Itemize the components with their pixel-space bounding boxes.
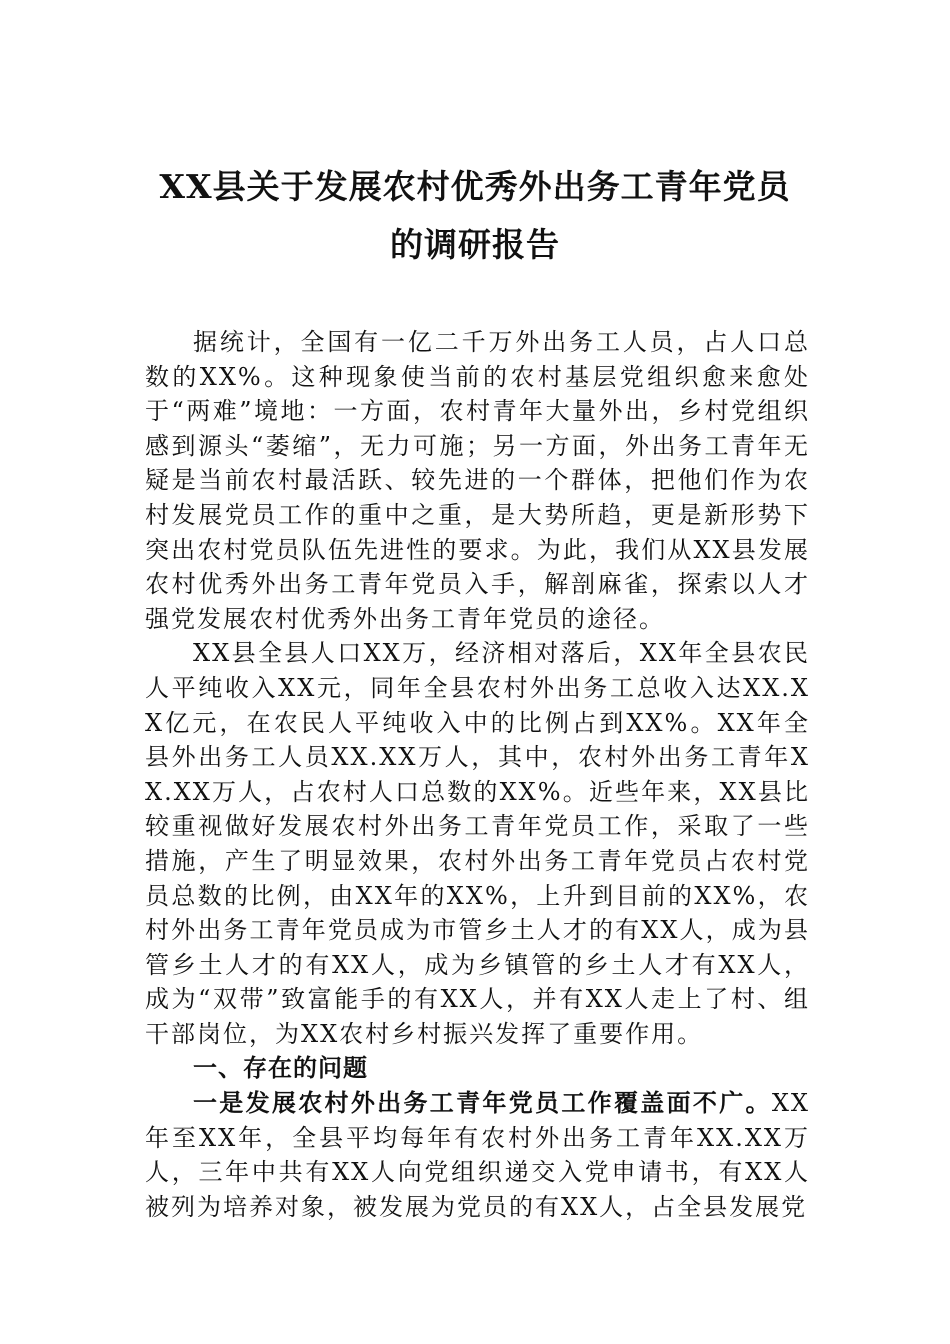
paragraph-body-text: XX年至XX年，全县平均每年有农村外出务工青年XX.XX万人，三年中共有XX人向党组织递交入党申请书，有XX人被列为培养对象，被发展为党员的有XX人，占全县发展党 xyxy=(145,1089,810,1221)
paragraph-lead-sentence: 一是发展农村外出务工青年党员工作覆盖面不广。 xyxy=(193,1088,772,1118)
paragraph-county-overview: XX县全县人口XX万，经济相对落后，XX年全县农民人平纯收入XX元，同年全县农村外出务工总收入达XX.XX亿元，在农民人平纯收入中的比例占到XX%。XX年全县外出务工人员XX.XX万人，其中，农村外出务工青年XX.XX万人，占农村人口总数的XX%。近些年来，XX县比较重视做好发展农村外出务工青年党员工作，采取了一些措施，产生了明显效果，农村外出务工青年党员占农村党员总数的比例，由XX年的XX%，上升到目前的XX%，农村外出务工青年党员成为市管乡土人才的有XX人，成为县管乡土人才的有XX人，成为乡镇管的乡土人才有XX人，成为“双带”致富能手的有XX人，并有XX人走上了村、组干部岗位，为XX农村乡村振兴发挥了重要作用。 xyxy=(145,639,810,1048)
document-title-line-2: 的调研报告 xyxy=(390,225,560,264)
paragraph-problem-one xyxy=(145,1086,810,1224)
section-heading-problems: 一、存在的问题 xyxy=(193,1053,368,1083)
paragraph-intro: 据统计，全国有一亿二千万外出务工人员，占人口总数的XX%。这种现象使当前的农村基层党组织愈来愈处于“两难”境地：一方面，农村青年大量外出，乡村党组织感到源头“萎缩”，无力可施；另一方面，外出务工青年无疑是当前农村最活跃、较先进的一个群体，把他们作为农村发展党员工作的重中之重，是大势所趋，更是新形势下突出农村党员队伍先进性的要求。为此，我们从XX县发展农村优秀外出务工青年党员入手，解剖麻雀，探索以人才强党发展农村优秀外出务工青年党员的途径。 xyxy=(145,328,810,633)
document-body xyxy=(145,325,810,1224)
document-title-line-1: XX县关于发展农村优秀外出务工青年党员 xyxy=(159,167,791,206)
